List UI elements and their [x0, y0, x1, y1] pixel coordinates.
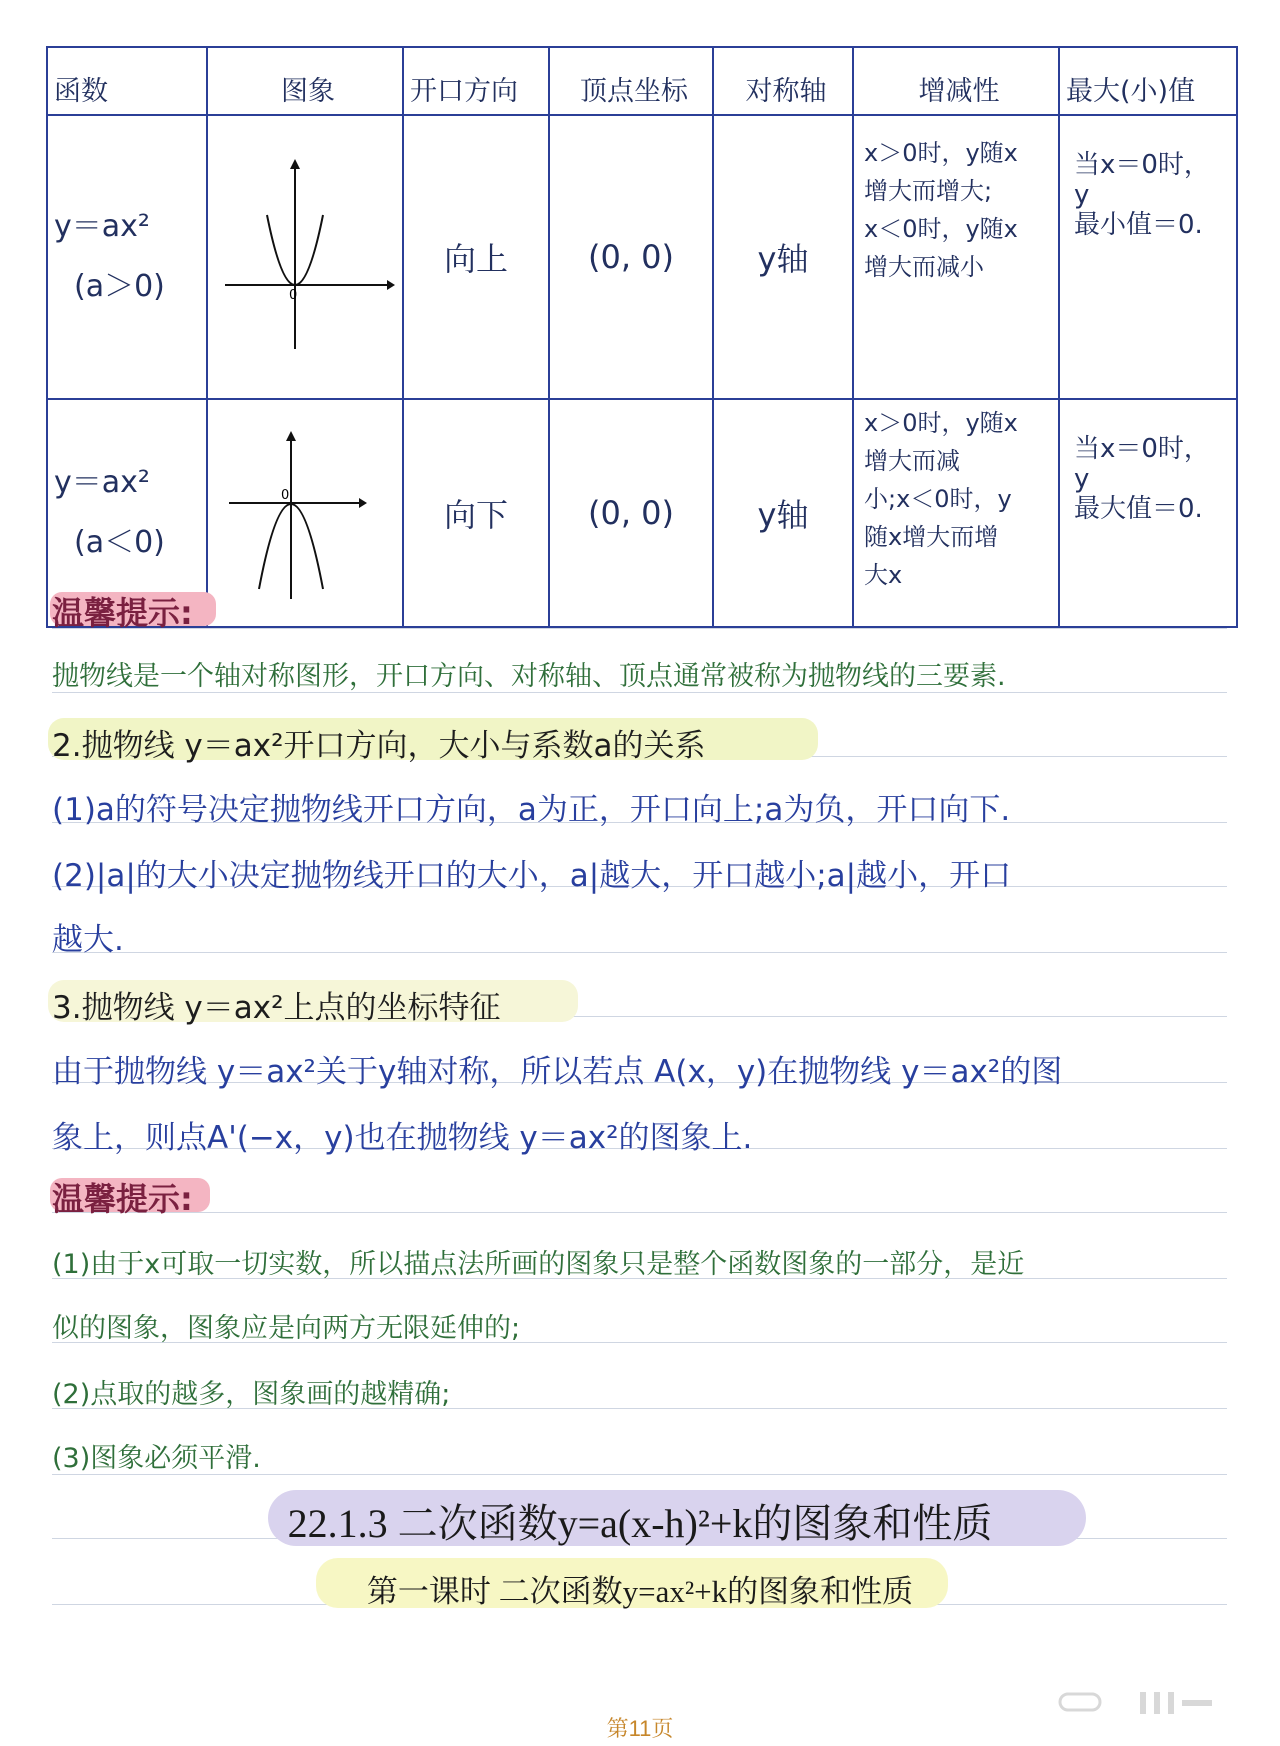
function-properties-table	[46, 46, 1238, 628]
function-cell	[47, 115, 207, 399]
vertex-cell: (0, 0)	[549, 115, 713, 399]
downward-parabola-graph	[215, 423, 395, 603]
section-3-line: 由于抛物线 y＝ax²关于y轴对称，所以若点 A(x，y)在抛物线 y＝ax²的图	[52, 1054, 1063, 1090]
ruled-line	[52, 1212, 1227, 1213]
function-condition: (a＜0)	[74, 525, 165, 560]
tip-text: (3)图象必须平滑.	[52, 1443, 261, 1474]
function-formula: y＝ax²	[54, 209, 150, 244]
monotonic-line: x＞0时，y随x	[864, 409, 1018, 437]
opening-cell: 向上	[403, 115, 549, 399]
function-formula: y＝ax²	[54, 465, 150, 500]
section-3-line: 象上，则点A'(−x，y)也在抛物线 y＝ax²的图象上.	[52, 1120, 753, 1156]
monotonic-line: x＞0时，y随x	[864, 139, 1018, 167]
tip-label: 温馨提示:	[52, 594, 193, 632]
ruled-line	[52, 628, 1227, 629]
extreme-cell	[1059, 115, 1237, 399]
monotonicity-cell	[853, 115, 1059, 399]
extreme-line: y	[1074, 180, 1090, 210]
monotonic-line: x＜0时，y随x	[864, 215, 1018, 243]
lesson-heading: 22.1.3 二次函数y=a(x-h)²+k的图象和性质	[287, 1501, 993, 1546]
origin-label: 0	[289, 288, 298, 303]
section-3-title: 3.抛物线 y＝ax²上点的坐标特征	[52, 990, 501, 1026]
table-row	[47, 399, 1237, 627]
upward-parabola-graph	[215, 157, 395, 357]
header-opening: 开口方向	[403, 47, 549, 115]
monotonic-line: 大x	[864, 561, 903, 589]
header-axis: 对称轴	[713, 47, 853, 115]
extreme-line: 当x＝0时，	[1074, 434, 1210, 464]
graph-cell	[207, 399, 403, 627]
header-vertex: 顶点坐标	[549, 47, 713, 115]
graph-cell	[207, 115, 403, 399]
vertex-cell: (0, 0)	[549, 399, 713, 627]
origin-label: 0	[281, 488, 290, 503]
lesson-subheading: 第一课时 二次函数y=ax²+k的图象和性质	[366, 1574, 914, 1609]
monotonic-line: 增大而减小	[864, 253, 984, 281]
header-graph: 图象	[207, 47, 403, 115]
tip-label: 温馨提示:	[52, 1180, 193, 1218]
tip-text: 似的图象，图象应是向两方无限延伸的;	[52, 1313, 521, 1344]
monotonic-line: 增大而减	[864, 447, 960, 475]
extreme-line: 最大值＝0.	[1074, 494, 1203, 524]
monotonic-line: 小;x＜0时，y	[864, 485, 1012, 513]
monotonic-line: 增大而增大;	[864, 177, 993, 205]
section-2-line: 越大.	[52, 922, 124, 958]
header-monotonicity: 增减性	[853, 47, 1059, 115]
section-2-line: (1)a的符号决定抛物线开口方向，a为正，开口向上;a为负，开口向下.	[52, 792, 1011, 828]
extreme-cell	[1059, 399, 1237, 627]
axis-cell: y轴	[713, 115, 853, 399]
tip-text: (1)由于x可取一切实数，所以描点法所画的图象只是整个函数图象的一部分，是近	[52, 1249, 1025, 1280]
ruled-line	[52, 952, 1227, 953]
header-extreme: 最大(小)值	[1059, 47, 1237, 115]
y-axis-arrow-icon	[286, 431, 296, 441]
section-2-title: 2.抛物线 y＝ax²开口方向，大小与系数a的关系	[52, 728, 706, 764]
monotonic-line: 随x增大而增	[864, 523, 999, 551]
x-axis-arrow-icon	[359, 498, 367, 508]
extreme-line: 最小值＝0.	[1074, 210, 1203, 240]
header-function: 函数	[47, 47, 207, 115]
tip-text: (2)点取的越多，图象画的越精确;	[52, 1379, 451, 1410]
extreme-line: 当x＝0时，	[1074, 150, 1210, 180]
opening-cell: 向下	[403, 399, 549, 627]
table-row	[47, 115, 1237, 399]
tip-text: 抛物线是一个轴对称图形，开口方向、对称轴、顶点通常被称为抛物线的三要素.	[52, 661, 1006, 692]
axis-cell: y轴	[713, 399, 853, 627]
function-condition: (a＞0)	[74, 269, 165, 304]
extreme-line: y	[1074, 464, 1090, 494]
monotonicity-cell	[853, 399, 1059, 627]
section-2-line: (2)|a|的大小决定抛物线开口的大小，a|越大，开口越小;a|越小，开口	[52, 858, 1012, 894]
x-axis-arrow-icon	[387, 280, 395, 290]
y-axis-arrow-icon	[290, 159, 300, 169]
page-number: 第11页	[606, 1716, 674, 1741]
